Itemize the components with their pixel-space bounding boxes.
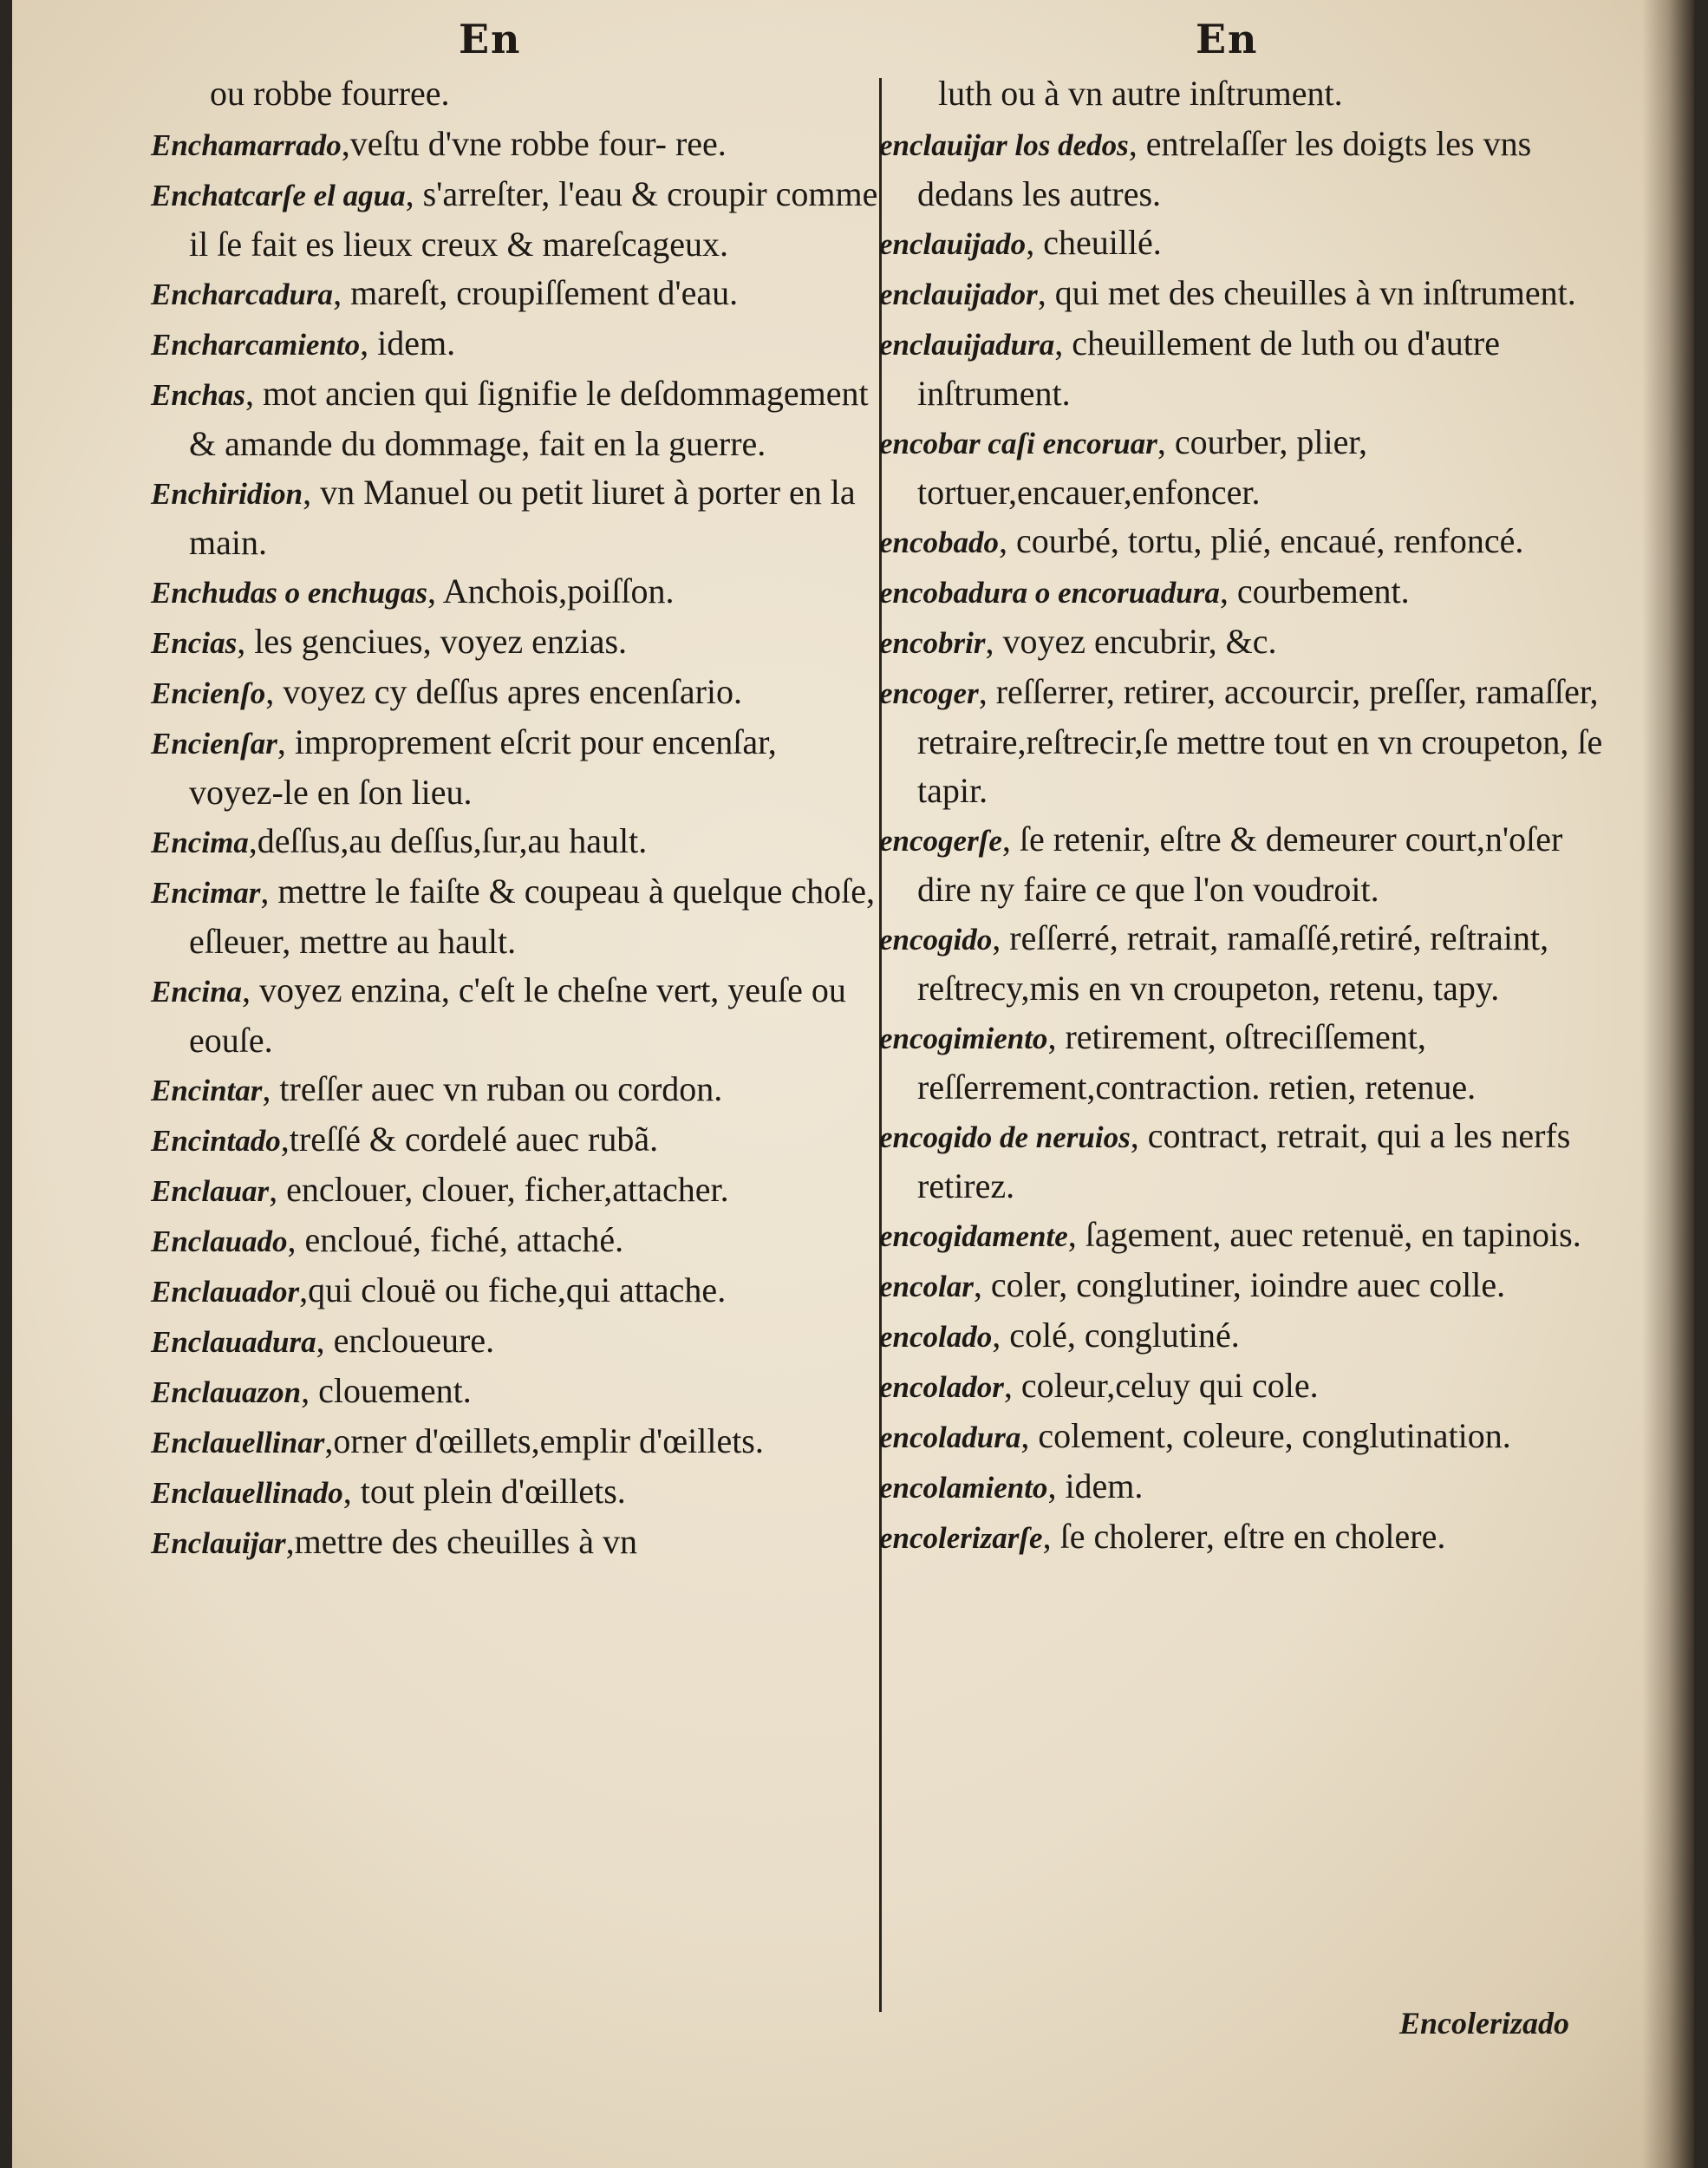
headword: Enclauar [151,1174,270,1208]
dictionary-entry [151,718,879,817]
definition: , mareſt, croupiſſement d'eau. [333,273,739,312]
definition: , coleur,celuy qui cole. [1003,1366,1319,1405]
headword: enclauijar los dedos [879,128,1129,162]
headword: Encimar [151,876,261,910]
dictionary-entry [151,817,879,867]
dictionary-entry [879,668,1616,815]
dictionary-entry [151,1367,879,1417]
headword: Enchas [151,378,245,412]
headword: Enchudas o enchugas [151,576,427,610]
dictionary-entry [151,170,879,269]
definition: , enclouer, clouer, ficher,attacher. [269,1170,729,1209]
definition: , colé, conglutiné. [992,1316,1240,1355]
definition: , encloueure. [316,1321,495,1360]
definition: ,deſſus,au deſſus,ſur,au hault. [248,821,648,860]
dictionary-entry [879,1013,1616,1112]
headword: encogimiento [879,1022,1048,1055]
dictionary-entry [879,1412,1616,1462]
headword: encolado [879,1320,993,1354]
headword: encogido de neruios [879,1120,1131,1154]
headword: encolerizarſe [879,1521,1043,1555]
page-header-left: En [459,16,522,62]
headword: Encintado [151,1124,281,1158]
dictionary-entry [151,966,879,1065]
dictionary-entry [151,1518,879,1568]
dictionary-entry [879,517,1616,567]
definition: ,mettre des cheuilles à vn [285,1522,638,1561]
headword: enclauijador [879,278,1038,311]
headword: Enchatcarſe el agua [151,179,406,212]
headword: Enclauazon [151,1375,302,1409]
headword: Enclauijar [151,1526,286,1560]
definition: , ſagement, auec retenuë, en tapinois. [1067,1215,1581,1254]
headword: encogido [879,923,993,957]
dictionary-entry [151,867,879,966]
definition: , reſſerrer, retirer, accourcir, preſſer, ramaſſer, retraire,reſtrecir,ſe mettre tout en vn croupeton, ſe tapir. [917,672,1603,810]
dictionary-entry [879,1211,1616,1261]
catchword: Encolerizado [1399,2006,1570,2041]
dictionary-entry [151,69,879,120]
headword: Encima [151,826,249,859]
dictionary-entry [151,668,879,718]
headword: enclauijado [879,227,1027,261]
definition: , les genciues, voyez enzias. [237,622,628,661]
headword: Enclauador [151,1275,300,1309]
dictionary-entry [151,1316,879,1367]
headword: enclauijadura [879,328,1055,362]
headword: Enchamarrado [151,128,342,162]
definition: , mot ancien qui ſignifie le deſdommagement & amande du dommage, fait en la guerre. [189,374,869,463]
definition: ,qui clouë ou fiche,qui attache. [299,1270,727,1309]
headword: encogerſe [879,824,1002,858]
dictionary-entry [151,319,879,369]
headword: Enclauado [151,1224,288,1258]
definition: , voyez enzina, c'eſt le cheſne vert, yeuſe ou eouſe. [189,970,846,1060]
book-gutter-shadow [1642,0,1694,2168]
right-column [879,69,1616,1563]
definition: , improprement eſcrit pour encenſar, voyez-le en ſon lieu. [189,722,777,812]
definition: , treſſer auec vn ruban ou cordon. [262,1069,723,1108]
dictionary-entry [879,269,1616,319]
definition: , idem. [1047,1466,1144,1505]
dictionary-entry [151,1166,879,1216]
dictionary-entry [151,369,879,468]
dictionary-entry [151,1417,879,1467]
dictionary-page [12,0,1694,2168]
definition: , cheuillé. [1026,223,1162,262]
definition: , contract, retrait, qui a les nerfs retirez. [917,1116,1571,1205]
headword: encobadura o encoruadura [879,576,1220,610]
dictionary-entry [151,1115,879,1166]
headword: Encharcamiento [151,328,361,362]
definition: , courber, plier, tortuer,encauer,enfoncer. [917,422,1368,512]
dictionary-entry [151,1065,879,1115]
dictionary-entry [151,269,879,319]
headword: encobar caſi encoruar [879,427,1157,460]
headword: Encias [151,626,238,660]
dictionary-entry [879,914,1616,1013]
headword: encolar [879,1270,974,1303]
headword: Enchiridion [151,477,303,511]
definition: , clouement. [301,1371,472,1410]
definition: luth ou à vn autre inſtrument. [938,74,1343,113]
headword: Encienſo [151,676,266,710]
definition: ,orner d'œillets,emplir d'œillets. [324,1421,764,1460]
dictionary-entry [151,1467,879,1518]
dictionary-entry [151,1216,879,1266]
headword: Encharcadura [151,278,334,311]
dictionary-entry [879,815,1616,914]
dictionary-entry [879,69,1616,120]
dictionary-entry [879,567,1616,617]
headword: encoladura [879,1420,1021,1454]
dictionary-entry [879,1462,1616,1512]
definition: , qui met des cheuilles à vn inſtrument. [1037,273,1576,312]
definition: , voyez cy deſſus apres encenſario. [265,672,742,711]
definition: , idem. [360,323,456,362]
headword: encogidamente [879,1219,1068,1253]
definition: , entrelaſſer les doigts les vns dedans les autres. [917,124,1532,213]
definition: , retirement, oſtreciſſement, reſſerrement,contraction. retien, retenue. [917,1017,1477,1107]
dictionary-entry [879,319,1616,418]
dictionary-entry [879,1261,1616,1311]
headword: encobado [879,526,1000,559]
dictionary-entry [879,1112,1616,1211]
definition: , reſſerré, retrait, ramaſſé,retiré, reſtraint, reſtrecy,mis en vn croupeton, retenu, tapy. [917,918,1549,1008]
headword: Enclauadura [151,1325,316,1359]
headword: Encintar [151,1074,263,1107]
definition: , Anchois,poiſſon. [427,571,675,611]
dictionary-entry [879,120,1616,219]
definition: ,treſſé & cordelé auec rubã. [280,1120,659,1159]
dictionary-entry [151,567,879,617]
definition: ou robbe fourree. [210,74,450,113]
definition: , coler, conglutiner, ioindre auec colle. [973,1265,1506,1304]
dictionary-entry [879,1311,1616,1362]
definition: ,veſtu d'vne robbe four- ree. [341,124,727,163]
dictionary-entry [151,617,879,668]
definition: , s'arreſter, l'eau & croupir comme il ſe fait es lieux creux & mareſcageux. [189,174,878,264]
dictionary-entry [879,219,1616,269]
definition: , encloué, fiché, attaché. [287,1220,624,1259]
headword: Encina [151,975,243,1009]
dictionary-entry [151,1266,879,1316]
dictionary-entry [151,468,879,567]
dictionary-entry [879,1362,1616,1412]
definition: , voyez encubrir, &c. [985,622,1277,661]
headword: encolador [879,1370,1004,1404]
definition: , ſe cholerer, eſtre en cholere. [1042,1517,1446,1556]
headword: Encienſar [151,727,277,761]
definition: , vn Manuel ou petit liuret à porter en la main. [189,473,856,562]
page-header-right: En [1196,16,1259,62]
dictionary-entry [879,617,1616,668]
dictionary-entry [879,1512,1616,1563]
headword: encobrir [879,626,986,660]
dictionary-entry [151,120,879,170]
definition: , courbement. [1219,571,1410,611]
headword: encolamiento [879,1471,1048,1505]
left-column [151,69,879,1568]
definition: , cheuillement de luth ou d'autre inſtrument. [917,323,1500,413]
definition: , tout plein d'œillets. [342,1472,626,1511]
dictionary-entry [879,418,1616,517]
definition: , courbé, tortu, plié, encaué, renfoncé. [999,521,1524,560]
headword: Enclauellinar [151,1426,325,1459]
definition: , ſe retenir, eſtre & demeurer court,n'oſer dire ny faire ce que l'on voudroit. [917,820,1563,909]
headword: Enclauellinado [151,1476,343,1510]
definition: , mettre le faiſte & coupeau à quelque choſe, eſleuer, mettre au hault. [189,872,875,961]
headword: encoger [879,676,979,710]
definition: , colement, coleure, conglutination. [1020,1416,1511,1455]
